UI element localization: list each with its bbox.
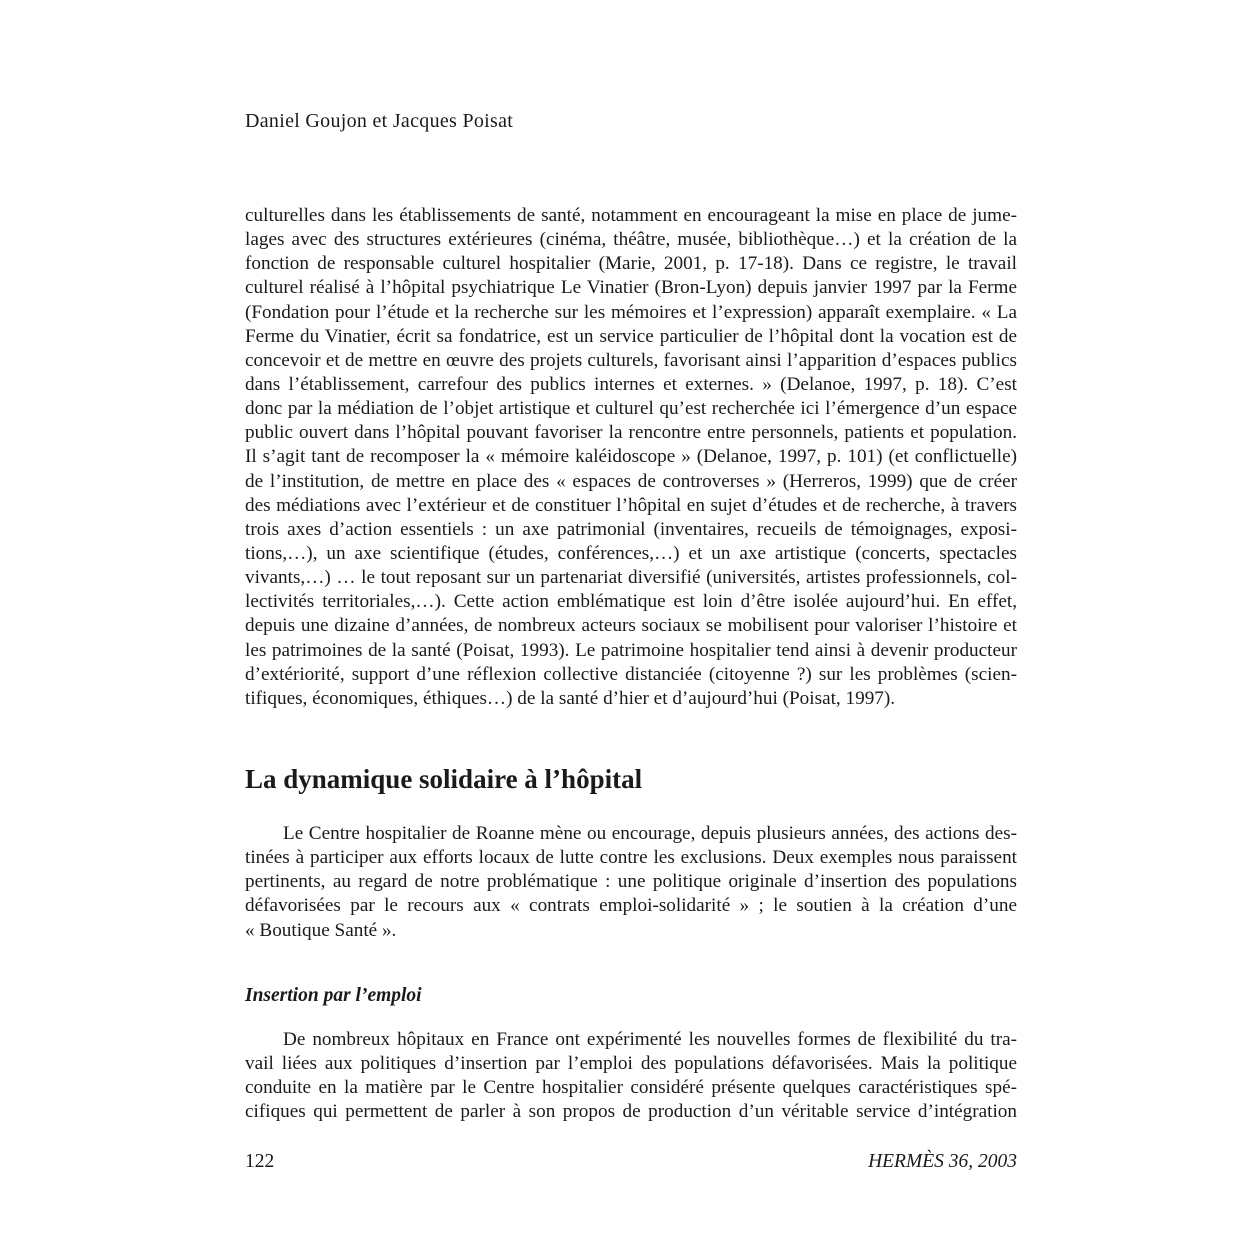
- section-heading: La dynamique solidaire à l’hôpital: [245, 764, 643, 794]
- text-line: cifiques qui permettent de parler à son propos de production d’un véritable service d’intégration: [245, 1101, 1017, 1123]
- text-line: lages avec des structures extérieures (cinéma, théâtre, musée, bibliothèque…) et la création de la: [245, 229, 1017, 251]
- text-line: public ouvert dans l’hôpital pouvant favoriser la rencontre entre personnels, patients et population.: [245, 422, 1017, 444]
- text-line: « Boutique Santé ».: [245, 919, 397, 941]
- text-line: les patrimoines de la santé (Poisat, 1993). Le patrimoine hospitalier tend ainsi à devenir producteur: [245, 639, 1017, 661]
- text-line: lectivités territoriales,…). Cette action emblématique est loin d’être isolée aujourd’hui. En effet,: [245, 591, 1017, 613]
- text-line: concevoir et de mettre en œuvre des projets culturels, favorisant ainsi l’apparition d’espaces publics: [245, 349, 1017, 371]
- text-line: De nombreux hôpitaux en France ont expérimenté les nouvelles formes de flexibilité du tra-: [283, 1029, 1017, 1050]
- text-line: des médiations avec l’extérieur et de constituer l’hôpital en sujet d’études et de recherche, à travers: [245, 494, 1017, 516]
- text-line: fonction de responsable culturel hospitalier (Marie, 2001, p. 17-18). Dans ce registre, le travail: [245, 253, 1017, 275]
- journal-reference: HERMÈS 36, 2003: [868, 1151, 1017, 1172]
- text-line: culturel réalisé à l’hôpital psychiatrique Le Vinatier (Bron-Lyon) depuis janvier 1997 par la Ferme: [245, 277, 1017, 299]
- text-line: tifiques, économiques, éthiques…) de la santé d’hier et d’aujourd’hui (Poisat, 1997).: [245, 687, 896, 709]
- text-line: vail liées aux politiques d’insertion par l’emploi des populations défavorisées. Mais la politique: [245, 1053, 1017, 1075]
- paragraph-solidarity: [245, 822, 1017, 943]
- running-head-authors: Daniel Goujon et Jacques Poisat: [245, 110, 514, 132]
- text-line: depuis une dizaine d’années, de nombreux acteurs sociaux se mobilisent pour valoriser l’histoire et: [245, 615, 1017, 637]
- text-line: vivants,…) … le tout reposant sur un partenariat diversifié (universités, artistes professionnels, col-: [245, 567, 1017, 589]
- text-line: d’extériorité, support d’une réflexion collective distanciée (citoyenne ?) sur les problèmes (scien-: [245, 663, 1017, 685]
- text-line: Le Centre hospitalier de Roanne mène ou encourage, depuis plusieurs années, des actions des-: [283, 823, 1017, 844]
- text-line: Ferme du Vinatier, écrit sa fondatrice, est un service particulier de l’hôpital dont la vocation est de: [245, 325, 1017, 347]
- text-line: donc par la médiation de l’objet artistique et culturel qu’est recherchée ici l’émergence d’un espace: [245, 398, 1017, 420]
- text-line: pertinents, au regard de notre problématique : une politique originale d’insertion des populations: [245, 871, 1017, 893]
- text-line: Il s’agit tant de recomposer la « mémoire kaléidoscope » (Delanoe, 1997, p. 101) (et conflictuelle): [245, 446, 1017, 468]
- text-line: culturelles dans les établissements de santé, notamment en encourageant la mise en place de jume-: [245, 205, 1017, 226]
- text-line: défavorisées par le recours aux « contrats emploi-solidarité » ; le soutien à la création d’une: [245, 895, 1017, 917]
- text-line: tinées à participer aux efforts locaux de lutte contre les exclusions. Deux exemples nous paraissent: [245, 847, 1017, 869]
- subsection-heading: Insertion par l’emploi: [245, 985, 422, 1006]
- text-line: (Fondation pour l’étude et la recherche sur les mémoires et l’expression) apparaît exemplaire. « La: [245, 301, 1017, 323]
- text-line: conduite en la matière par le Centre hospitalier considéré présente quelques caractéristiques spé-: [245, 1077, 1017, 1099]
- text-line: trois axes d’action essentiels : un axe patrimonial (inventaires, recueils de témoignages, exposi-: [245, 518, 1017, 540]
- page-number: 122: [245, 1151, 275, 1172]
- text-line: de l’institution, de mettre en place des « espaces de controverses » (Herreros, 1999) que de créer: [245, 470, 1017, 492]
- text-line: dans l’établissement, carrefour des publics internes et externes. » (Delanoe, 1997, p. 18). C’est: [245, 373, 1017, 395]
- paragraph-culture: [245, 204, 1017, 711]
- paragraph-employment: [245, 1028, 1017, 1125]
- text-line: tions,…), un axe scientifique (études, conférences,…) et un axe artistique (concerts, spectacles: [245, 542, 1017, 564]
